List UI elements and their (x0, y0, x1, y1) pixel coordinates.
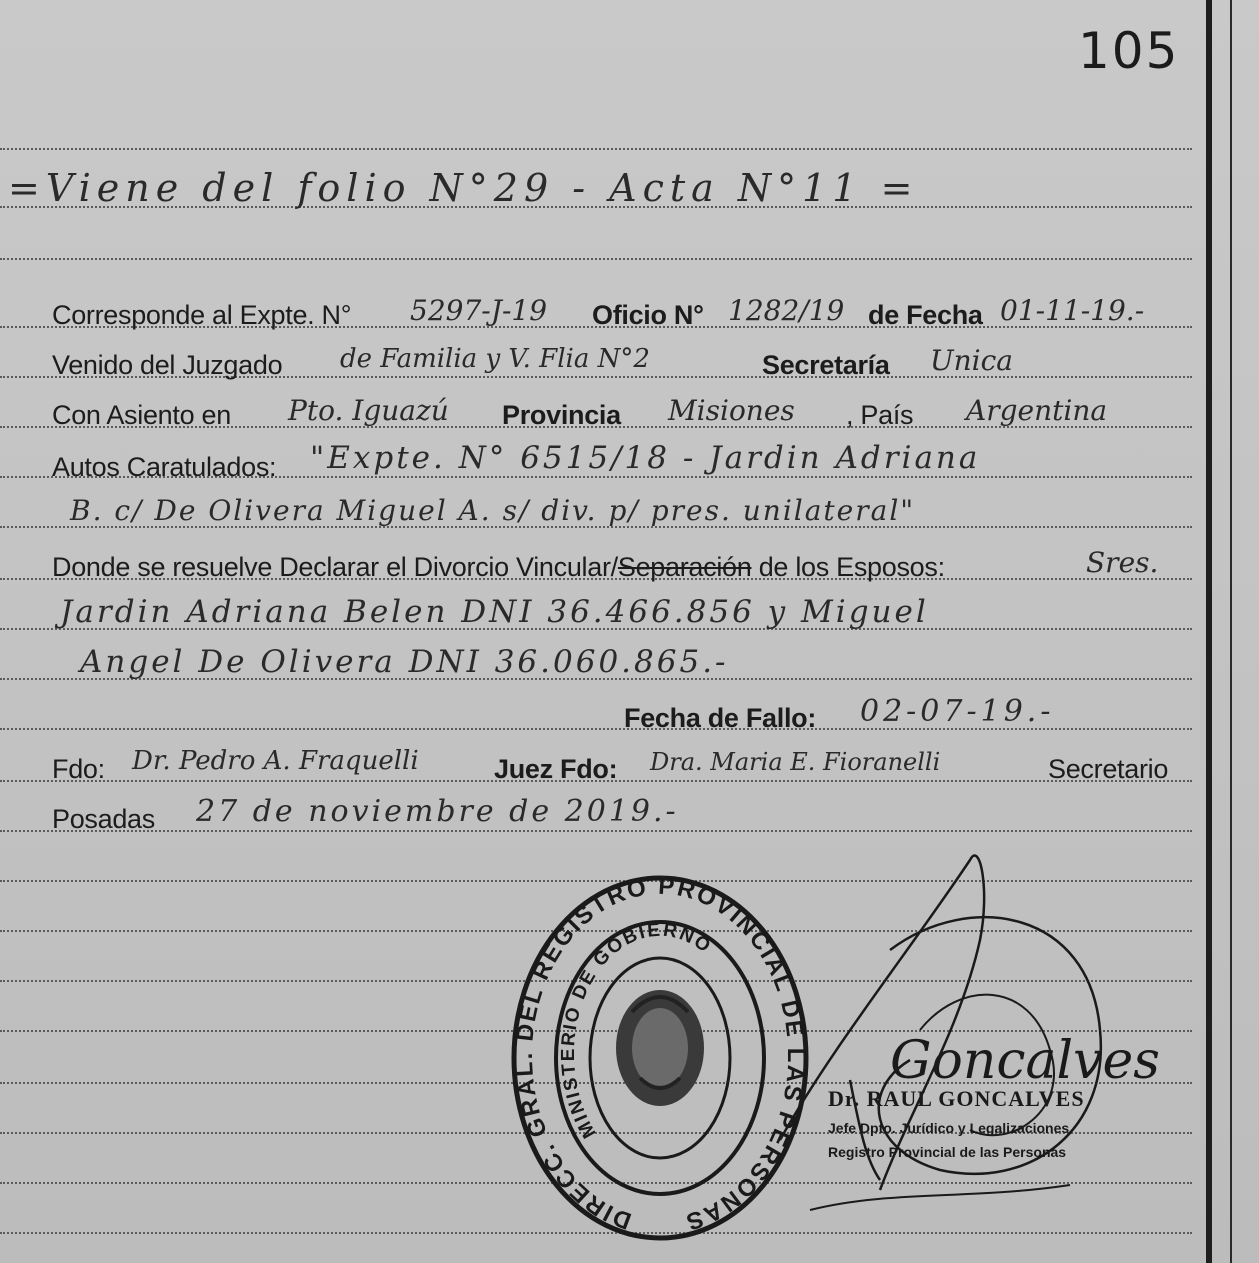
fallo-label: Fecha de Fallo: (624, 703, 817, 733)
autos-value-line2: B. c/ De Olivera Miguel A. s/ div. p/ pres. unilateral" (70, 494, 916, 527)
secretaria-label: Secretaría (762, 350, 890, 380)
signatory-name: Dr. RAUL GONCALVES (828, 1086, 1085, 1111)
fecha-label: de Fecha (868, 300, 983, 330)
juzgado-value: de Familia y V. Flia N°2 (340, 344, 650, 374)
juzgado-label: Venido del Juzgado (52, 350, 283, 380)
pais-value: Argentina (966, 394, 1108, 427)
secretario-label: Secretario (1048, 754, 1169, 784)
secretaria-value: Unica (930, 344, 1013, 377)
fallo-value: 02-07-19.- (860, 694, 1055, 729)
juez-fdo-label: Juez Fdo: (494, 754, 618, 784)
expte-label: Corresponde al Expte. N° (52, 300, 352, 330)
signature-scrawl: Goncalves (890, 1031, 1160, 1091)
posadas-label: Posadas (52, 804, 155, 834)
signatory-title: Jefe Dpto. Jurídico y Legalizaciones (828, 1120, 1070, 1136)
esposos-value: Sres. (1086, 546, 1159, 579)
expte-value: 5297-J-19 (410, 294, 548, 327)
folio-number: 105 (1078, 22, 1180, 80)
fdo-label: Fdo: (52, 754, 105, 784)
juez-name: Dr. Pedro A. Fraquelli (132, 746, 419, 776)
coat-of-arms-icon (616, 990, 704, 1106)
handwritten-signature (770, 830, 1160, 1240)
resuelve-label: Donde se resuelve Declarar el Divorcio Vincular/Separación de los Esposos: (52, 552, 945, 582)
ruled-line (0, 148, 1192, 150)
autos-value-line1: "Expte. N° 6515/18 - Jardin Adriana (310, 440, 981, 476)
separacion-struck: Separación (617, 552, 752, 582)
posadas-date: 27 de noviembre de 2019.- (196, 794, 679, 829)
pais-label: , País (846, 400, 914, 430)
ruled-line (0, 258, 1192, 260)
asiento-label: Con Asiento en (52, 400, 231, 430)
fecha-value: 01-11-19.- (1000, 294, 1145, 327)
header-note: =Viene del folio N°29 - Acta N°11 = (8, 166, 919, 210)
provincia-label: Provincia (502, 400, 621, 430)
official-stamp (510, 872, 810, 1244)
stamp-inner-text: MINISTERIO DE GOBIERNO (558, 919, 716, 1142)
stamp-outer-text: DIRECC. GRAL. DEL REGISTRO PROVINCIAL DE LAS PERSONAS (510, 872, 810, 1236)
signature-block (828, 1086, 1138, 1160)
spouse-line1: Jardin Adriana Belen DNI 36.466.856 y Miguel (60, 594, 929, 630)
page-edge-line (1230, 0, 1232, 1263)
asiento-value: Pto. Iguazú (288, 394, 449, 427)
provincia-value: Misiones (668, 394, 795, 427)
oficio-label: Oficio N° (592, 300, 704, 330)
oficio-value: 1282/19 (728, 294, 845, 327)
secretario-name: Dra. Maria E. Fioranelli (650, 748, 941, 776)
spouse-line2: Angel De Olivera DNI 36.060.865.- (80, 644, 729, 680)
signatory-office: Registro Provincial de las Personas (828, 1144, 1067, 1160)
page-edge-shadow (1206, 0, 1212, 1263)
autos-label: Autos Caratulados: (52, 452, 277, 482)
